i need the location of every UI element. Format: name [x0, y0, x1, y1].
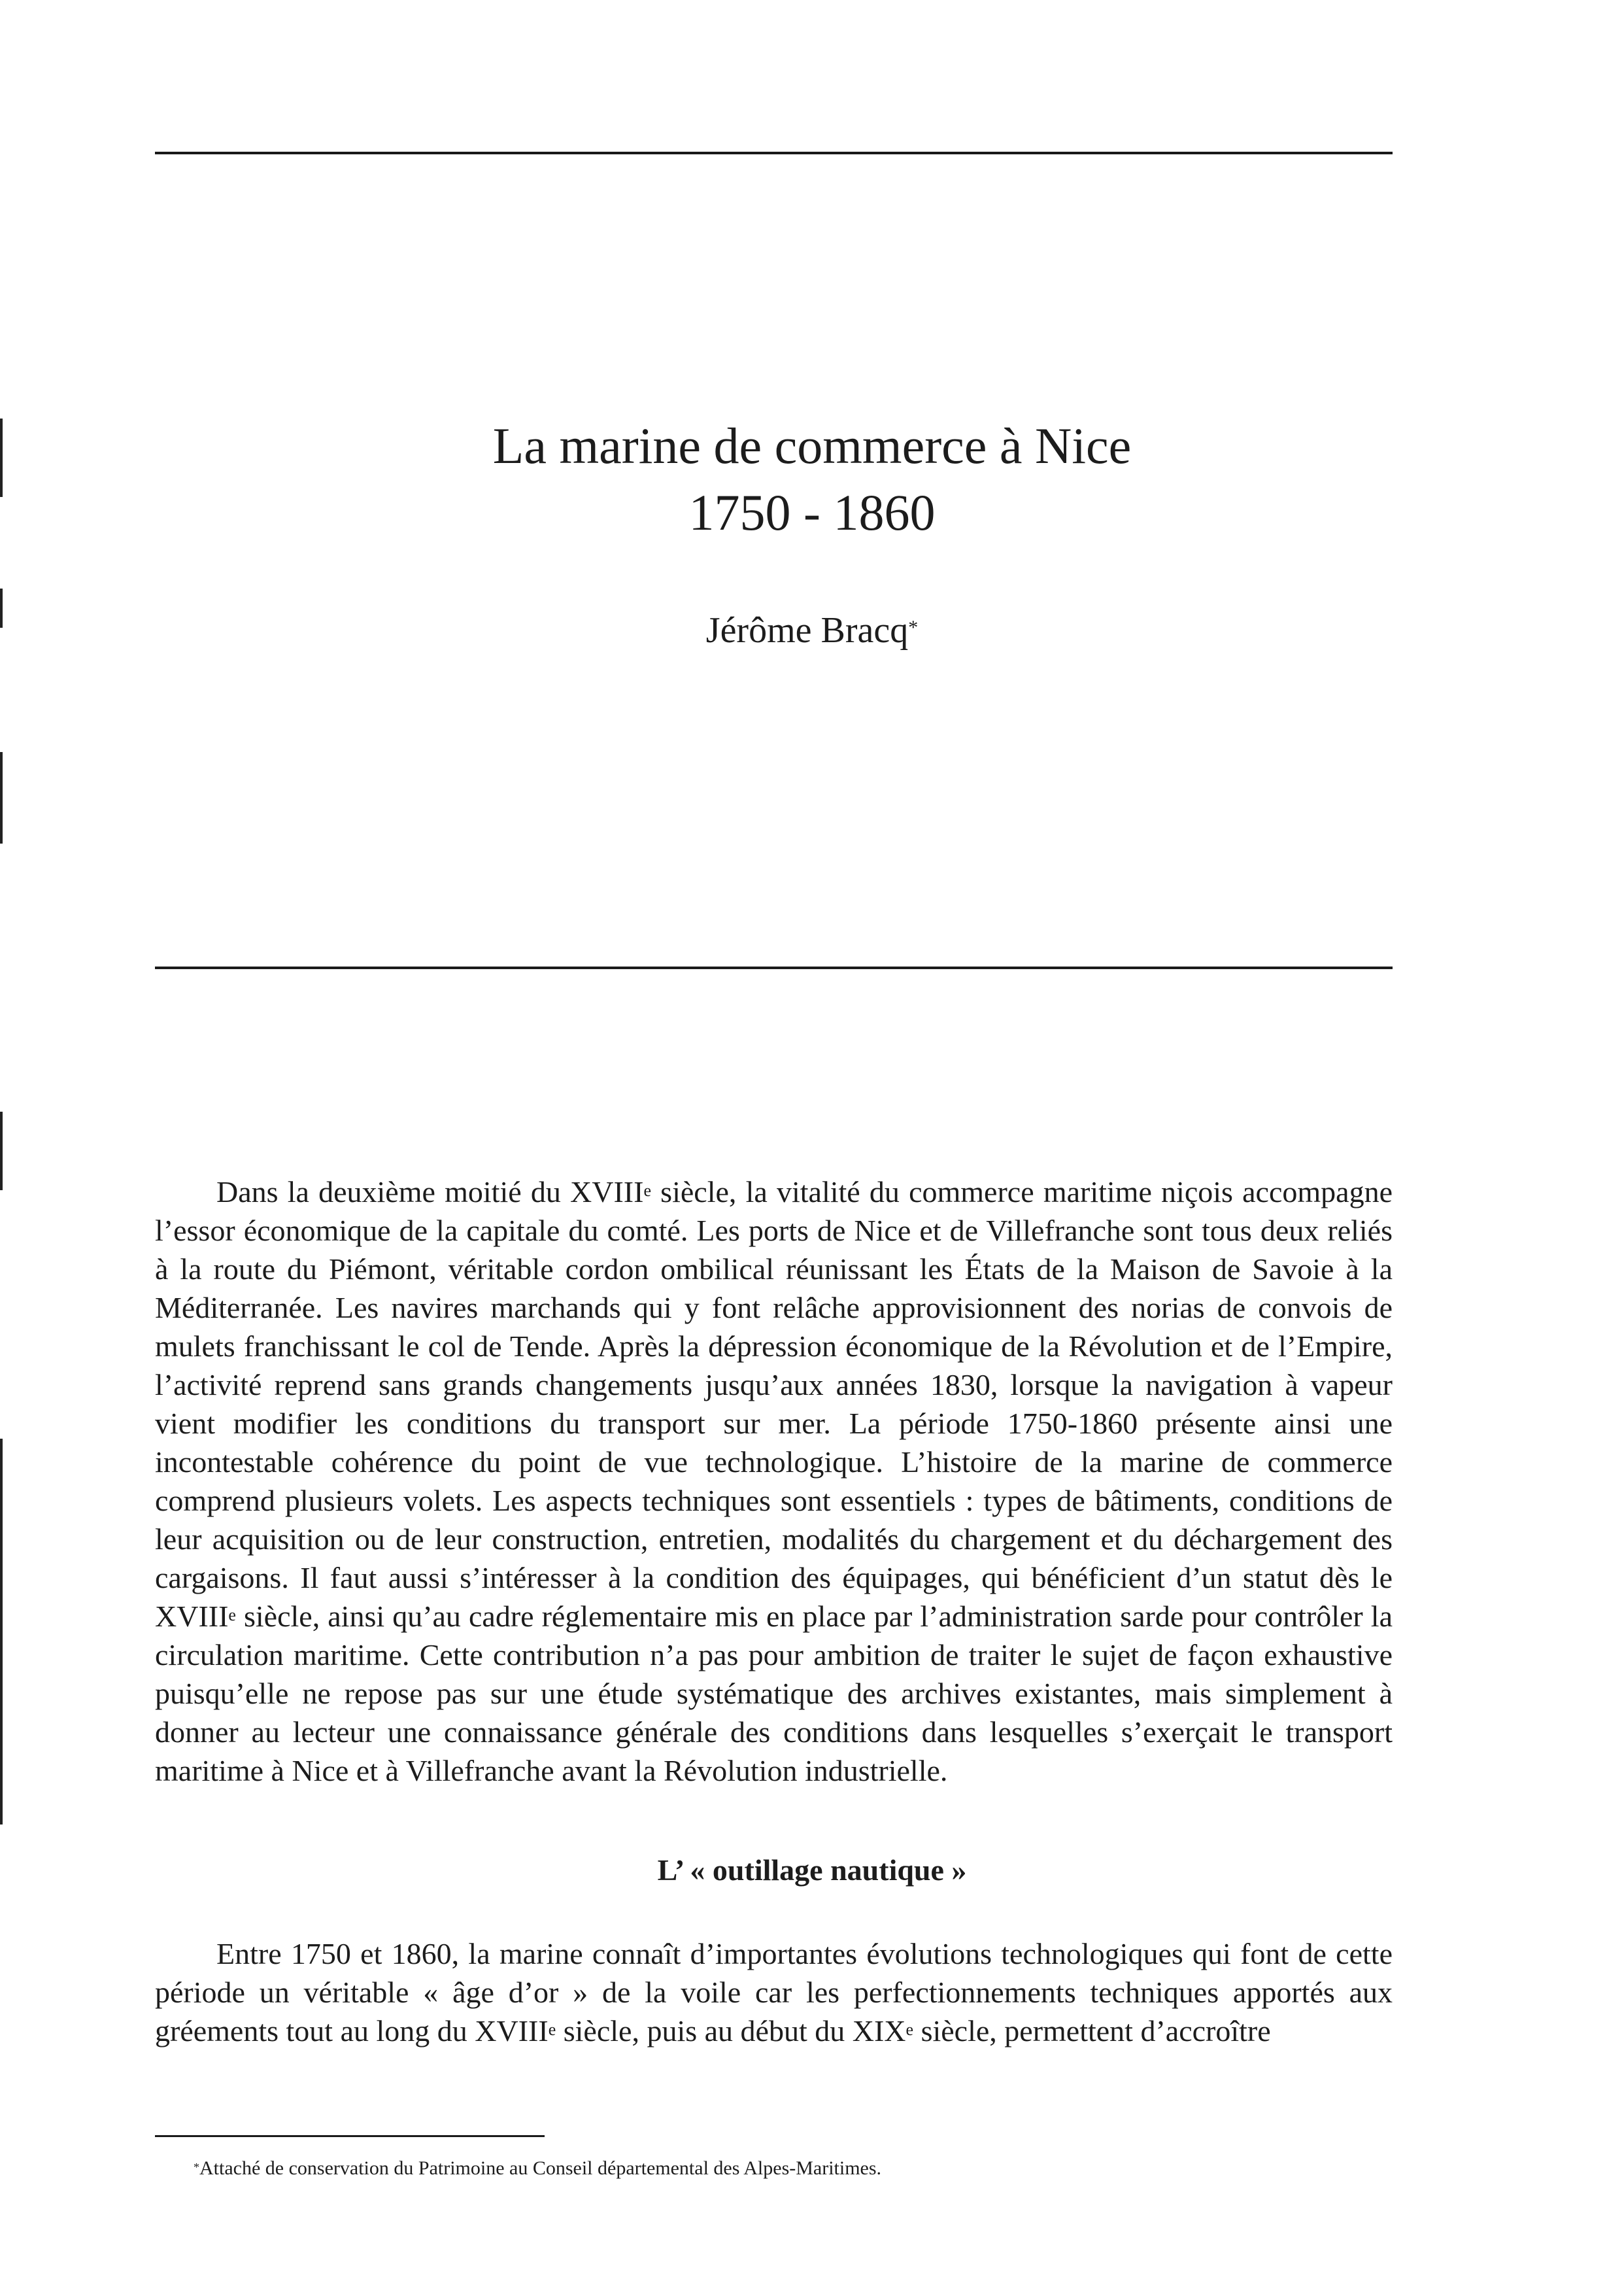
intro-text: siècle, ainsi qu’au cadre réglementaire mis en place par l’administration sarde pour contrôler la circulation maritime. Cette contribution n’a pas pour ambition de traiter le sujet de façon exhaustive puisqu’elle ne repose pas sur une étude systématique des archives existantes, mais simplement à donner au lecteur une connaissance générale des conditions dans lesquelles s’exerçait le transport maritime à Nice et à Villefranche avant la Révolution industrielle.: [155, 1600, 1393, 1787]
footnote-rule: [155, 2135, 545, 2137]
author-line: [0, 604, 1624, 657]
section-divider-rule: [155, 967, 1393, 969]
section-text: siècle, permettent d’accroître: [913, 2014, 1271, 2048]
superscript: e: [643, 1181, 651, 1200]
section-text: Entre 1750 et 1860, la marine connaît d’importantes évolutions technologiques qui font de cette période un véritable « âge d’or » de la voile car les perfectionnements techniques apportés aux gréements tout au long du XVIII: [155, 1937, 1393, 2048]
title-dates: 1750 - 1860: [688, 484, 936, 541]
intro-text: siècle, la vitalité du commerce maritime niçois accompagne l’essor économique de la capitale du comté. Les ports de Nice et de Villefranche sont tous deux reliés à la route du Piémont, véritable cordon ombilical réunissant les États de la Maison de Savoie à la Méditerranée. Les navires marchands qui y font relâche approvisionnent des norias de convois de mulets franchissant le col de Tende. Après la dépression économique de la Révolution et de l’Empire, l’activité reprend sans grands changements jusqu’aux années 1830, lorsque la navigation à vapeur vient modifier les conditions du transport sur mer. La période 1750-1860 présente ainsi une incontestable cohérence du point de vue technologique. L’histoire de la marine de commerce comprend plusieurs volets. Les aspects techniques sont essentiels : types de bâtiments, conditions de leur acquisition ou de leur construction, entretien, modalités du chargement et du déchargement des cargaisons. Il faut aussi s’intéresser à la condition des équipages, qui bénéficient d’un statut dès le XVIII: [155, 1175, 1393, 1633]
footnote-text: Attaché de conservation du Patrimoine au Conseil départemental des Alpes-Maritimes.: [199, 2157, 882, 2179]
superscript: e: [228, 1605, 236, 1624]
margin-scan-mark: [0, 1439, 3, 1825]
section-heading: L’ « outillage nautique »: [657, 1853, 967, 1887]
margin-scan-mark: [0, 752, 3, 844]
section-text: siècle, puis au début du XIX: [556, 2014, 906, 2048]
author-name: Jérôme Bracq: [705, 610, 909, 651]
intro-paragraph: [155, 1173, 1393, 1790]
footnote-reference: *: [908, 617, 919, 638]
superscript: e: [548, 2020, 556, 2039]
margin-scan-mark: [0, 1112, 3, 1190]
footnote-mark: *: [194, 2161, 199, 2174]
footnote: [194, 2155, 881, 2182]
section-paragraph: [155, 1934, 1393, 2050]
header-rule: [155, 152, 1393, 154]
page-title: La marine de commerce à Nice: [492, 417, 1132, 474]
superscript: e: [905, 2020, 914, 2039]
intro-text: Dans la deuxième moitié du XVIII: [216, 1175, 644, 1208]
